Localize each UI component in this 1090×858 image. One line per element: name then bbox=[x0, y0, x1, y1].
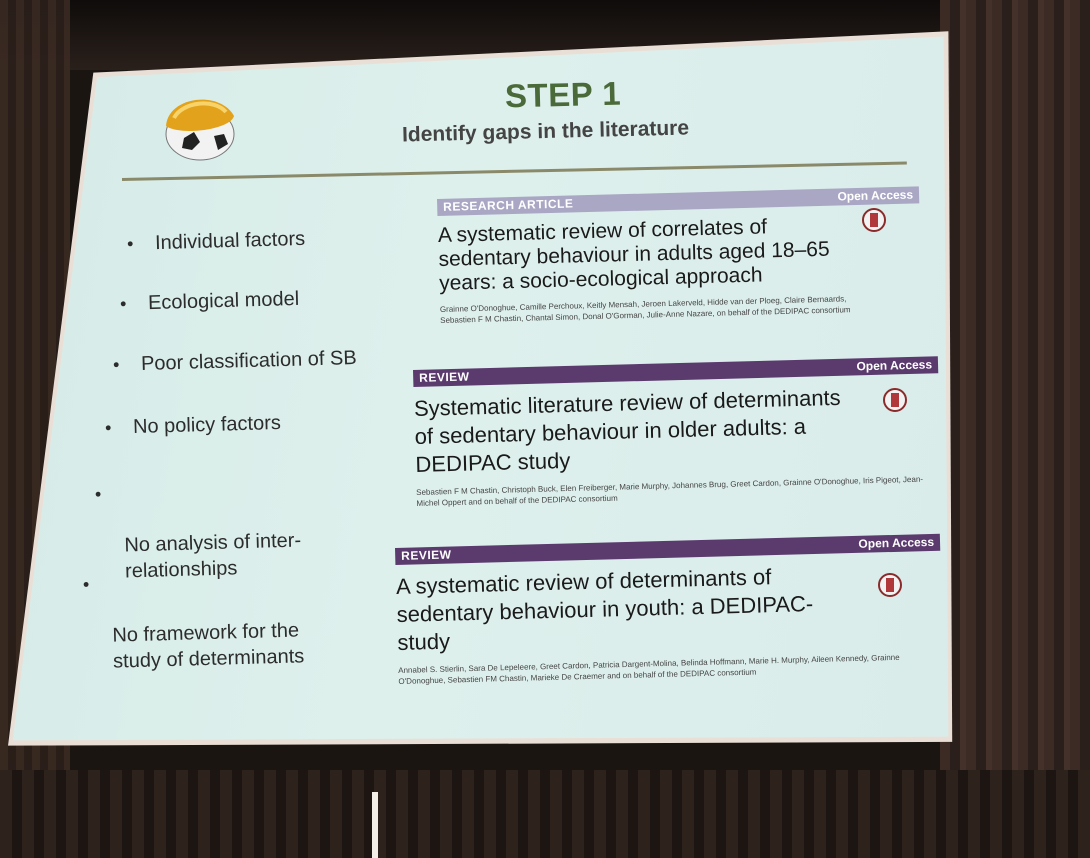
open-access-label: Open Access bbox=[856, 357, 933, 374]
article-type-tag: REVIEW bbox=[419, 369, 470, 385]
bullet-dot: • bbox=[112, 354, 120, 375]
article-authors: Grainne O'Donoghue, Camille Perchoux, Keitly Mensah, Jeroen Lakerveld, Hidde van der Ploeg, Claire Bernaards, Sebastien F M Chastin, Chantal Simon, Donal O'Gorman, Julie-Anne Nazare, on behalf of the DEDIPAC consortium bbox=[439, 294, 851, 325]
crossmark-icon bbox=[878, 573, 902, 597]
bullet-dot: • bbox=[104, 417, 112, 438]
crossmark-icon bbox=[883, 388, 907, 412]
right-curtain bbox=[940, 0, 1090, 858]
article-card bbox=[437, 186, 922, 326]
article-card bbox=[413, 356, 941, 509]
bullet-item bbox=[119, 286, 300, 316]
bullet-text: Ecological model bbox=[147, 287, 300, 315]
article-authors: Sebastien F M Chastin, Christoph Buck, Elen Freiberger, Marie Murphy, Johannes Brug, Greet Cardon, Grainne O'Donoghue, Iris Pigeot, Jean-Michel Oppert and on behalf of the DEDIPAC consortium bbox=[416, 474, 924, 508]
article-title: Systematic literature review of determinants of sedentary behaviour in older adults: a DEDIPAC study bbox=[413, 384, 841, 477]
slide-title: STEP 1 bbox=[504, 74, 622, 115]
bullet-text: Individual factors bbox=[154, 227, 306, 255]
article-authors: Annabel S. Stierlin, Sara De Lepeleere, Greet Cardon, Patricia Dargent-Molina, Belinda Hoffmann, Marie H. Murphy, Aileen Kennedy, Grainne O'Donoghue, Sebastien FM Chastin, Marieke De Craemer and on behalf of the DEDIPAC consortium bbox=[398, 652, 900, 686]
bullet-item bbox=[104, 410, 282, 440]
bullet-item bbox=[126, 226, 306, 256]
bullet-item bbox=[82, 565, 305, 674]
stage-light bbox=[372, 792, 378, 858]
article-type-tag: RESEARCH ARTICLE bbox=[443, 196, 574, 214]
bullet-dot: • bbox=[119, 293, 127, 314]
open-access-label: Open Access bbox=[837, 187, 914, 204]
article-type-tag: REVIEW bbox=[401, 547, 452, 563]
article-card bbox=[395, 534, 943, 687]
article-title: A systematic review of correlates of sedentary behaviour in adults aged 18–65 years: a socio-ecological approach bbox=[437, 215, 830, 295]
football-logo-icon bbox=[160, 86, 238, 164]
crossmark-icon bbox=[862, 208, 886, 232]
article-title: A systematic review of determinants of sedentary behaviour in youth: a DEDIPAC-study bbox=[395, 564, 814, 655]
bullet-text: No policy factors bbox=[132, 411, 282, 439]
stage-floor bbox=[0, 770, 1090, 858]
bullet-dot: • bbox=[82, 574, 90, 595]
bullet-text: No analysis of inter- relationships bbox=[124, 529, 302, 583]
bullet-text: No framework for the study of determinants bbox=[112, 619, 305, 673]
slide-subtitle: Identify gaps in the literature bbox=[401, 116, 690, 147]
bullet-dot: • bbox=[126, 233, 134, 254]
bullet-text: Poor classification of SB bbox=[140, 346, 357, 376]
bullet-dot: • bbox=[94, 484, 102, 505]
open-access-label: Open Access bbox=[858, 534, 935, 551]
